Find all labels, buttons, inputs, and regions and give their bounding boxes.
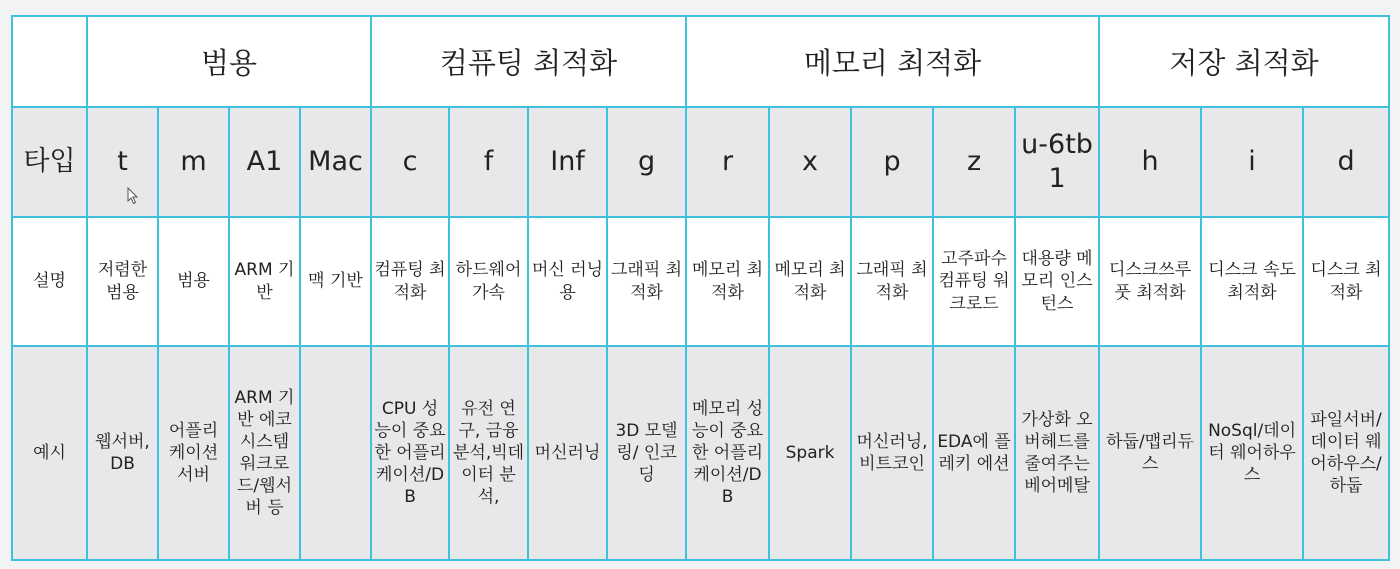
desc-cell: ARM 기반 (229, 217, 300, 346)
example-cell: 웹서버,DB (87, 346, 158, 560)
example-cell: NoSql/데이터 웨어하우스 (1201, 346, 1303, 560)
type-cell: c (371, 107, 449, 217)
example-cell: 머신러닝 (528, 346, 607, 560)
type-cell: f (449, 107, 528, 217)
desc-cell: 머신 러닝용 (528, 217, 607, 346)
group-compute: 컴퓨팅 최적화 (371, 16, 686, 107)
desc-cell: 메모리 최적화 (769, 217, 851, 346)
type-cell: u-6tb1 (1015, 107, 1099, 217)
desc-cell: 그래픽 최적화 (607, 217, 686, 346)
type-cell: h (1099, 107, 1201, 217)
instance-type-table (11, 15, 1390, 561)
description-row (12, 217, 1389, 346)
desc-cell: 디스크 최적화 (1303, 217, 1389, 346)
desc-cell: 메모리 최적화 (686, 217, 769, 346)
group-memory: 메모리 최적화 (686, 16, 1099, 107)
row-label-description: 설명 (12, 217, 87, 346)
example-cell: 3D 모델링/ 인코딩 (607, 346, 686, 560)
type-cell: g (607, 107, 686, 217)
type-cell: x (769, 107, 851, 217)
group-general: 범용 (87, 16, 371, 107)
type-row (12, 107, 1389, 217)
type-cell: t (87, 107, 158, 217)
type-cell: z (933, 107, 1015, 217)
type-cell: Inf (528, 107, 607, 217)
type-cell: m (158, 107, 229, 217)
example-cell: EDA에 플레키 에션 (933, 346, 1015, 560)
desc-cell: 고주파수 컴퓨팅 워크로드 (933, 217, 1015, 346)
example-cell: 파일서버/데이터 웨어하우스/하둡 (1303, 346, 1389, 560)
group-header-row (12, 16, 1389, 107)
example-cell (300, 346, 371, 560)
row-label-example: 예시 (12, 346, 87, 560)
example-cell: 유전 연구, 금융분석,빅데이터 분석, (449, 346, 528, 560)
example-cell: 어플리케이션서버 (158, 346, 229, 560)
mouse-pointer-icon (127, 187, 139, 205)
example-cell: 가상화 오버헤드를 줄여주는 베어메탈 (1015, 346, 1099, 560)
desc-cell: 디스크쓰루풋 최적화 (1099, 217, 1201, 346)
desc-cell: 범용 (158, 217, 229, 346)
example-cell: CPU 성능이 중요한 어플리케이션/DB (371, 346, 449, 560)
corner-cell (12, 16, 87, 107)
example-row (12, 346, 1389, 560)
row-label-type: 타입 (12, 107, 87, 217)
desc-cell: 그래픽 최적화 (851, 217, 933, 346)
type-cell: i (1201, 107, 1303, 217)
example-cell: ARM 기반 에코 시스템 워크로드/웹서버 등 (229, 346, 300, 560)
example-cell: 하둡/맵리듀스 (1099, 346, 1201, 560)
example-cell: 머신러닝,비트코인 (851, 346, 933, 560)
desc-cell: 대용량 메모리 인스턴스 (1015, 217, 1099, 346)
type-cell: A1 (229, 107, 300, 217)
desc-cell: 맥 기반 (300, 217, 371, 346)
desc-cell: 저렴한 범용 (87, 217, 158, 346)
desc-cell: 하드웨어 가속 (449, 217, 528, 346)
type-cell: r (686, 107, 769, 217)
type-cell: p (851, 107, 933, 217)
group-storage: 저장 최적화 (1099, 16, 1389, 107)
type-cell: d (1303, 107, 1389, 217)
example-cell: 메모리 성능이 중요한 어플리케이션/DB (686, 346, 769, 560)
example-cell: Spark (769, 346, 851, 560)
type-cell: Mac (300, 107, 371, 217)
desc-cell: 디스크 속도 최적화 (1201, 217, 1303, 346)
desc-cell: 컴퓨팅 최적화 (371, 217, 449, 346)
